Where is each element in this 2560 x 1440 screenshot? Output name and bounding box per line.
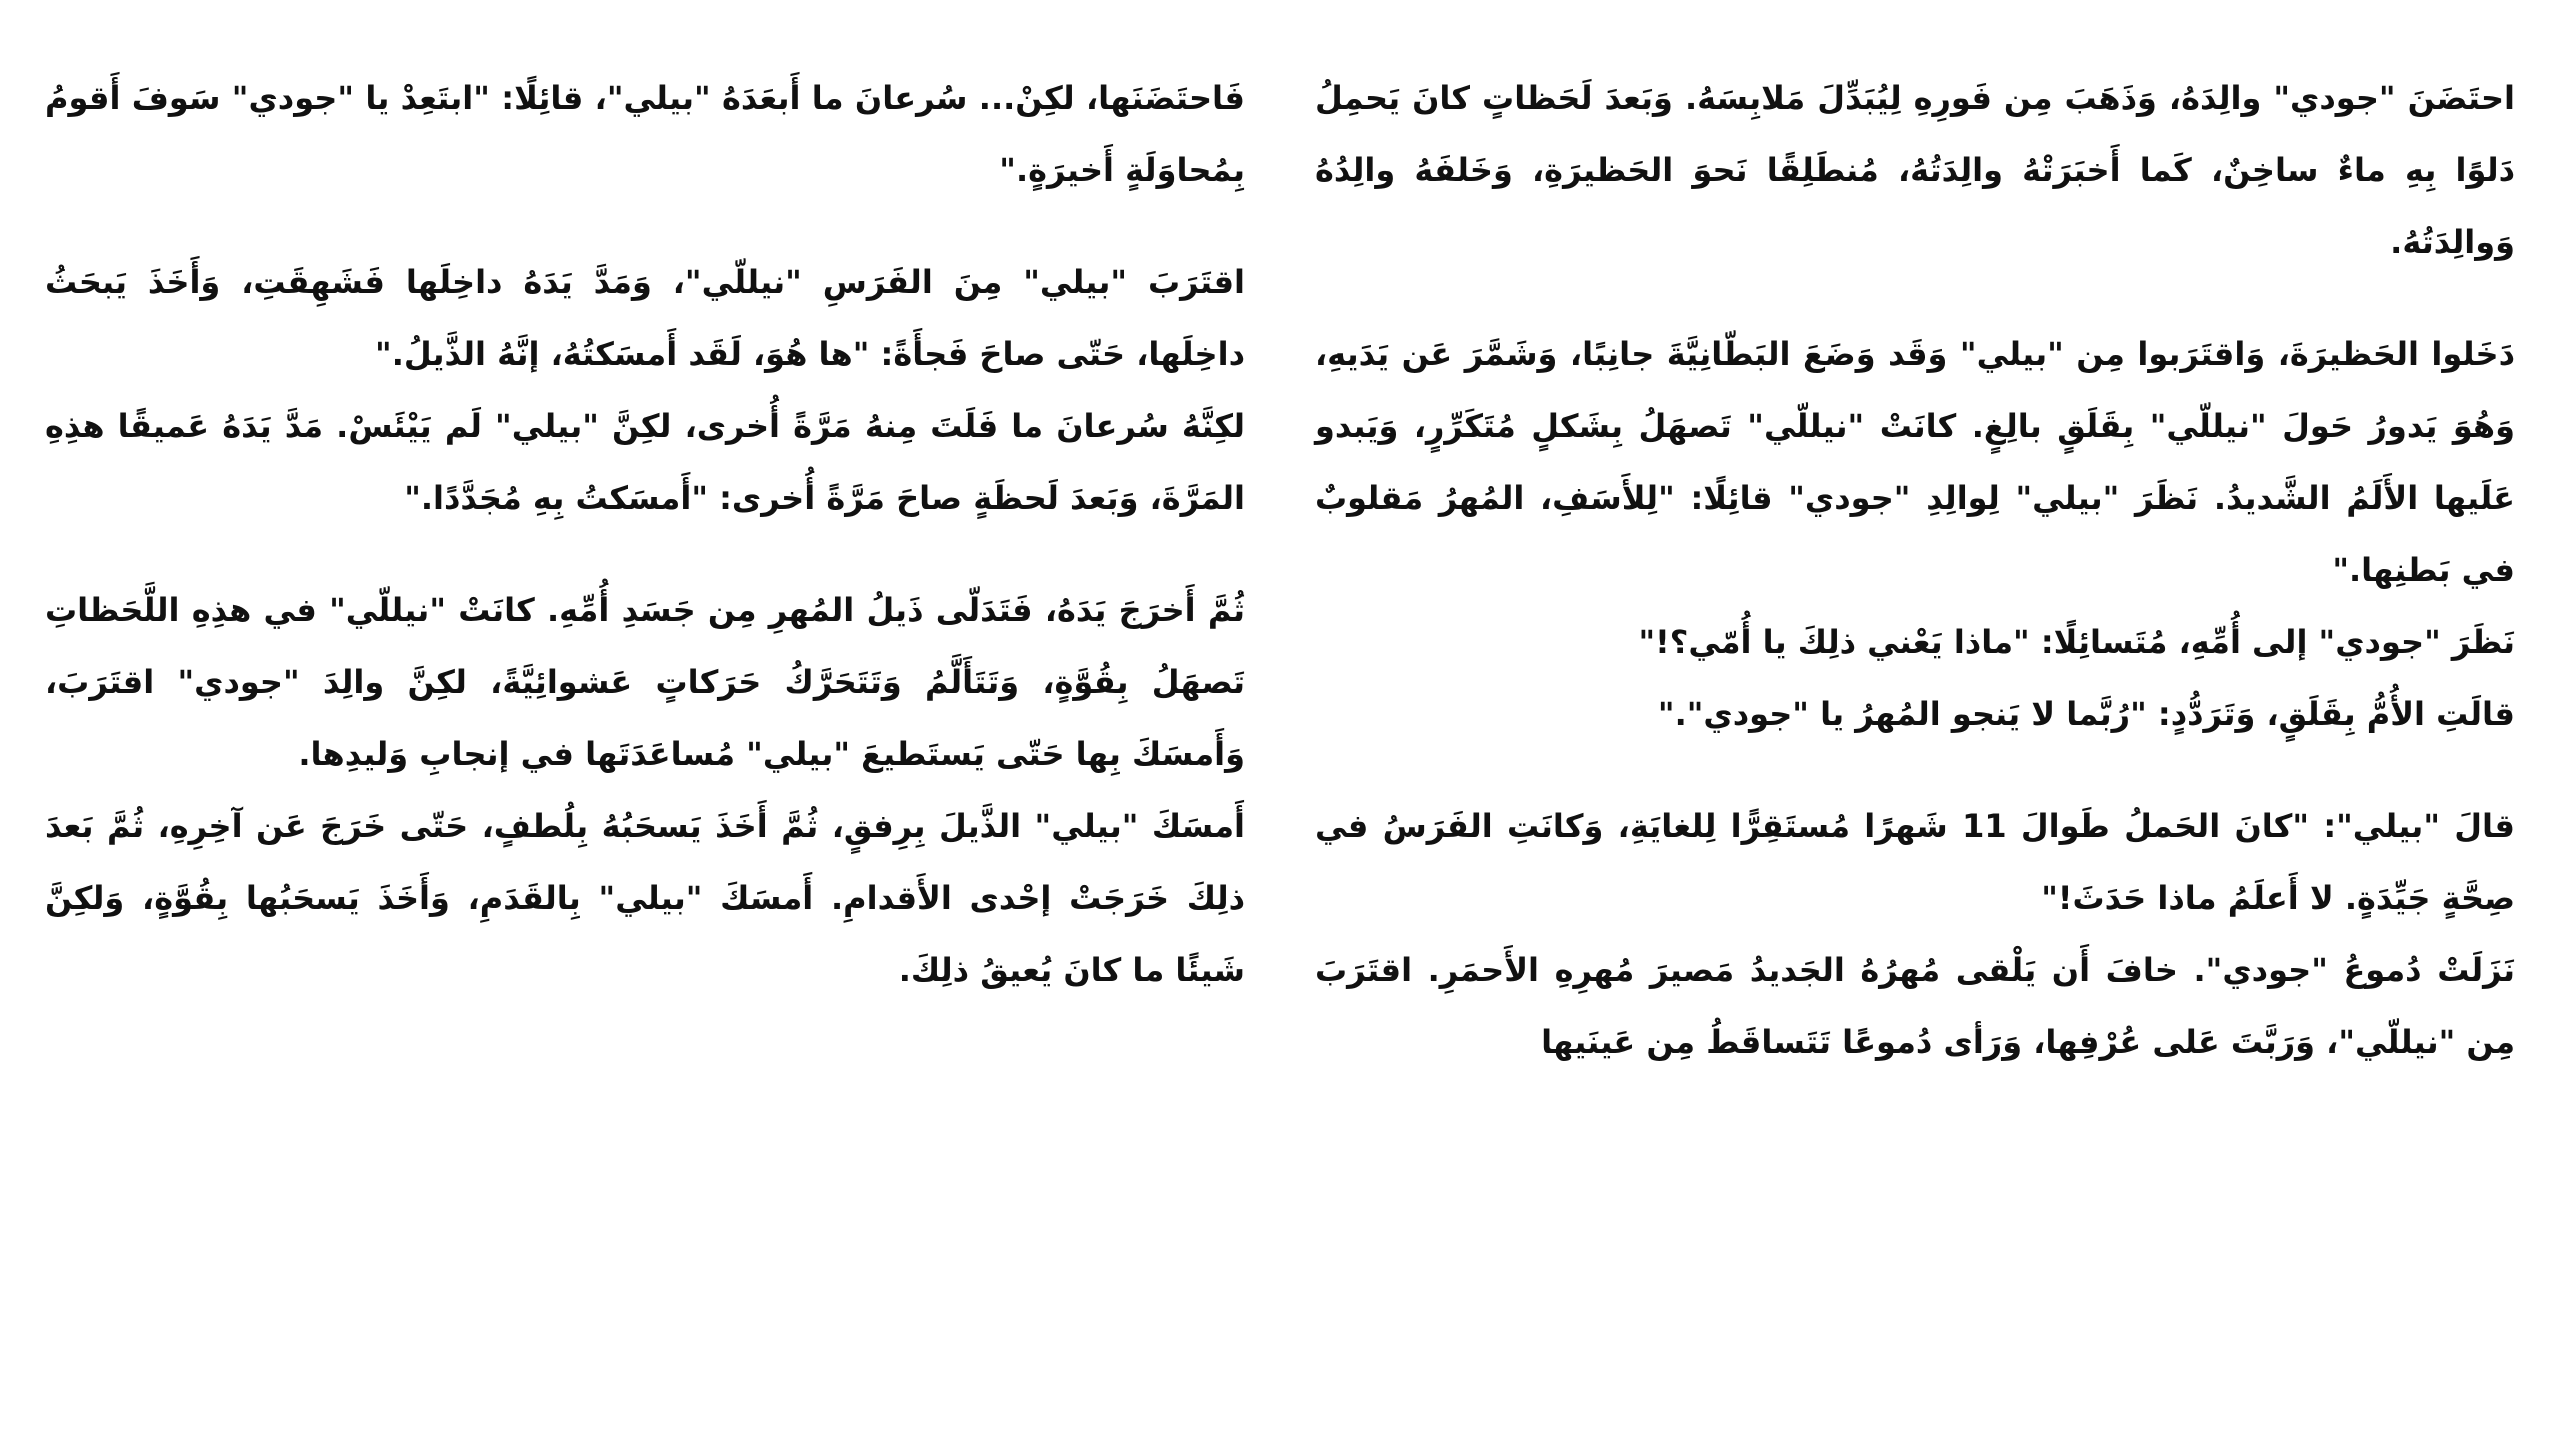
left-page [45, 62, 1245, 1006]
paragraph: قالَ "بيلي": "كانَ الحَملُ طَوالَ 11 شَهرًا مُستَقِرًّا لِلغايَةِ، وَكانَتِ الفَرَسُ في صِحَّةٍ جَيِّدَةٍ. لا أَعلَمُ ماذا حَدَثَ!" [1315, 807, 2516, 917]
paragraph: ثُمَّ أَخرَجَ يَدَهُ، فَتَدَلّى ذَيلُ المُهرِ مِن جَسَدِ أُمِّهِ. كانَتْ "نيللّي" في هذِهِ اللَّحَظاتِ تَصهَلُ بِقُوَّةٍ، وَتَتَأَلَّمُ وَتَتَحَرَّكُ حَرَكاتٍ عَشوائِيَّةً، لكِنَّ والِدَ "جودي" اقتَرَبَ، وَأَمسَكَ بِها حَتّى يَستَطيعَ "بيلي" مُساعَدَتَها في إنجابِ وَليدِها. [45, 591, 1245, 773]
paragraph: احتَضَنَ "جودي" والِدَهُ، وَذَهَبَ مِن فَورِهِ لِيُبَدِّلَ مَلابِسَهُ. وَبَعدَ لَحَظاتٍ كانَ يَحمِلُ دَلوًا بِهِ ماءٌ ساخِنٌ، كَما أَخبَرَتْهُ والِدَتُهُ، مُنطَلِقًا نَحوَ الحَظيرَةِ، وَخَلفَهُ والِدُهُ وَوالِدَتُهُ. [1315, 79, 2515, 261]
paragraph: دَخَلوا الحَظيرَةَ، وَاقتَرَبوا مِن "بيلي" وَقَد وَضَعَ البَطّانِيَّةَ جانِبًا، وَشَمَّرَ عَن يَدَيهِ، وَهُوَ يَدورُ حَولَ "نيللّي" بِقَلَقٍ بالِغٍ. كانَتْ "نيللّي" تَصهَلُ بِشَكلٍ مُتَكَرِّرٍ، وَيَبدو عَلَيها الأَلَمُ الشَّديدُ. نَظَرَ "بيلي" لِوالِدِ "جودي" قائِلًا: "لِلأَسَفِ، المُهرُ مَقلوبٌ في بَطنِها." [1315, 335, 2515, 589]
paragraph: أَمسَكَ "بيلي" الذَّيلَ بِرِفقٍ، ثُمَّ أَخَذَ يَسحَبُهُ بِلُطفٍ، حَتّى خَرَجَ عَن آخِرِهِ، ثُمَّ بَعدَ ذلِكَ خَرَجَتْ إحْدى الأَقدامِ. أَمسَكَ "بيلي" بِالقَدَمِ، وَأَخَذَ يَسحَبُها بِقُوَّةٍ، وَلكِنَّ شَيئًا ما كانَ يُعيقُ ذلِكَ. [45, 807, 1245, 989]
paragraph: نَزَلَتْ دُموعُ "جودي". خافَ أَن يَلْقى مُهرُهُ الجَديدُ مَصيرَ مُهرِهِ الأَحمَرِ. اقتَرَبَ مِن "نيللّي"، وَرَبَّتَ عَلى عُرْفِها، وَرَأى دُموعًا تَتَساقَطُ مِن عَينَيها [1315, 951, 2515, 1061]
right-page [1315, 62, 2515, 1078]
paragraph: نَظَرَ "جودي" إلى أُمِّهِ، مُتَسائِلًا: "ماذا يَعْني ذلِكَ يا أُمّي؟!" [1638, 623, 2515, 661]
paragraph: لكِنَّهُ سُرعانَ ما فَلَتَ مِنهُ مَرَّةً أُخرى، لكِنَّ "بيلي" لَم يَيْئَسْ. مَدَّ يَدَهُ عَميقًا هذِهِ المَرَّةَ، وَبَعدَ لَحظَةٍ صاحَ مَرَّةً أُخرى: "أَمسَكتُ بِهِ مُجَدَّدًا." [45, 407, 1245, 517]
paragraph: اقتَرَبَ "بيلي" مِنَ الفَرَسِ "نيللّي"، وَمَدَّ يَدَهُ داخِلَها فَشَهِقَتِ، وَأَخَذَ يَبحَثُ داخِلَها، حَتّى صاحَ فَجأَةً: "ها هُوَ، لَقَد أَمسَكتُهُ، إنَّهُ الذَّيلُ." [45, 263, 1245, 373]
book-spread [0, 62, 2560, 1402]
paragraph: قالَتِ الأُمُّ بِقَلَقٍ، وَتَرَدُّدٍ: "رُبَّما لا يَنجو المُهرُ يا "جودي"." [1657, 695, 2515, 733]
paragraph: فَاحتَضَنَها، لكِنْ... سُرعانَ ما أَبعَدَهُ "بيلي"، قائِلًا: "ابتَعِدْ يا "جودي" سَوفَ أَقومُ بِمُحاوَلَةٍ أَخيرَةٍ." [45, 79, 1245, 189]
